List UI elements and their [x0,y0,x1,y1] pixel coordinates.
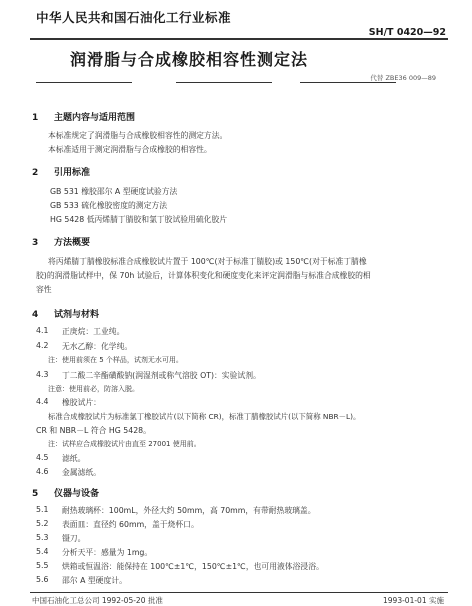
category-code: 代替 ZBE36 009—89 [370,74,436,82]
reference-item: HG 5428 低丙烯腈丁腈胶和氯丁胶试验用硫化胶片 [50,215,228,224]
paragraph-line: CR 和 NBR－L 符合 HG 5428。 [36,426,151,435]
paragraph: 本标准适用于测定润滑脂与合成橡胶的相容性。 [48,145,212,154]
item-text: 丁二酸二辛酯磺酸钠(润湿剂或称气溶胶 OT)：实验试剂。 [62,371,261,380]
title-rule [300,82,396,83]
item-number: 4.6 [36,467,49,476]
paragraph-line: 胶)的润滑脂试样中，保 70h 试验后，计算体积变化和硬度变化来评定润滑脂与标准合成橡胶的相 [36,271,371,280]
item-number: 5.6 [36,575,49,584]
section-heading [32,110,135,123]
footer-rule [30,592,448,593]
standard-code: SH/T 0420—92 [368,27,446,38]
section-title: 仪器与设备 [54,489,100,499]
section-heading [32,235,90,248]
item-number: 4.4 [36,397,49,406]
note: 注：试样应合成橡胶试片由直至 27001 使用前。 [48,440,201,448]
item-text: 烘箱或恒温浴：能保持在 100℃±1℃，150℃±1℃，也可用液体浴浸浴。 [62,562,324,571]
paragraph-line: 将丙烯腈丁腈橡胶标准合成橡胶试片置于 100℃(对于标准丁腈胶)或 150℃(对于标准丁腈橡 [48,257,367,266]
header-rule [30,38,448,40]
item-number: 5.1 [36,505,49,514]
item-number: 5.5 [36,561,49,570]
footer-approval: 中国石油化工总公司 1992-05-20 批准 [32,596,163,605]
standard-organization: 中华人民共和国石油化工行业标准 [36,10,232,25]
item-number: 5.4 [36,547,49,556]
reference-item: GB 531 橡胶邵尔 A 型硬度试验方法 [50,187,178,196]
paragraph-line: 标准合成橡胶试片为标准氯丁橡胶试片(以下简称 CR)，标准丁腈橡胶试片(以下简称 NBR－L)。 [48,412,361,421]
item-text: 正庚烷：工业纯。 [62,327,125,336]
item-text: 镊刀。 [62,534,86,543]
title-rule [176,82,272,83]
reference-item: GB 533 硫化橡胶密度的测定方法 [50,201,167,210]
item-text: 邵尔 A 型硬度计。 [62,576,127,585]
item-text: 分析天平：感量为 1mg。 [62,548,153,557]
item-number: 4.5 [36,453,49,462]
item-number: 4.3 [36,370,49,379]
note: 注：使用前须在 5 个样品，试剂无水可用。 [48,356,183,364]
item-text: 金属滤纸。 [62,468,101,477]
paragraph: 本标准规定了润滑脂与合成橡胶相容性的测定方法。 [48,131,228,140]
section-title: 方法概要 [54,238,91,248]
section-heading [32,486,99,499]
item-text: 滤纸。 [62,454,86,463]
section-number: 5 [32,489,39,499]
section-number: 1 [32,113,39,123]
title-rule [36,82,132,83]
footer-effective: 1993-01-01 实施 [383,596,444,605]
section-title: 试剂与材料 [54,310,100,320]
item-number: 4.2 [36,341,49,350]
item-text: 无水乙醇：化学纯。 [62,342,133,351]
note: 注意：使用前必，防溶入脱。 [48,385,139,393]
section-heading [32,307,99,320]
item-text: 橡胶试片： [62,398,101,407]
item-text: 耐热玻璃杯：100mL，外径大约 50mm，高 70mm，有带耐热玻璃盖。 [62,506,316,515]
section-number: 4 [32,310,39,320]
item-text: 表面皿：直径约 60mm，盖于烧杯口。 [62,520,199,529]
section-number: 3 [32,238,39,248]
document-title: 润滑脂与合成橡胶相容性测定法 [70,50,309,69]
item-number: 5.3 [36,533,49,542]
section-title: 引用标准 [54,168,91,178]
item-number: 4.1 [36,326,49,335]
section-title: 主题内容与适用范围 [54,113,136,123]
section-heading [32,165,90,178]
paragraph-line: 容性 [36,285,52,294]
section-number: 2 [32,168,39,178]
item-number: 5.2 [36,519,49,528]
